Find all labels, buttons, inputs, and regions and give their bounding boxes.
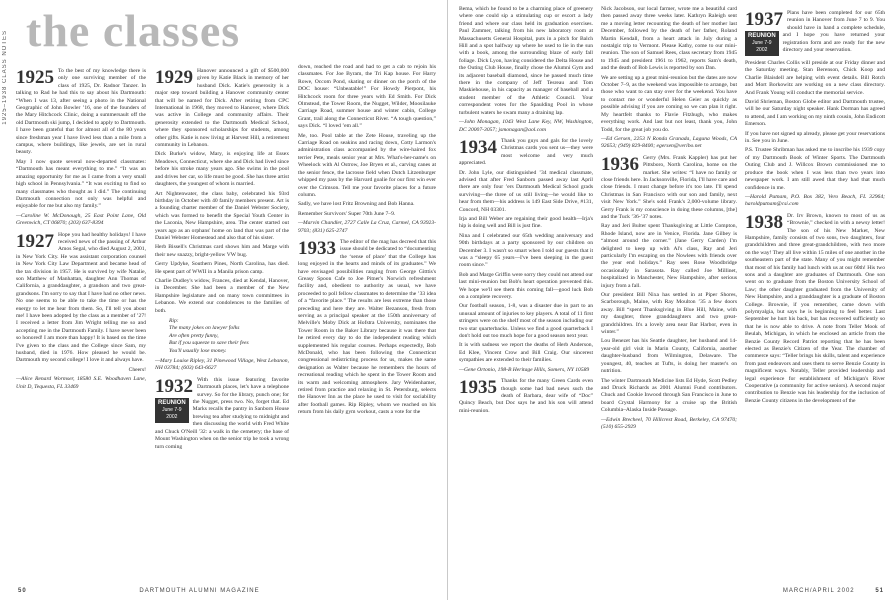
- right-column-3: [745, 6, 885, 407]
- year-heading-1935: 1935: [459, 377, 497, 399]
- issue-date: MARCH/APRIL 2002: [782, 588, 855, 594]
- right-column-1: [459, 6, 593, 417]
- page-number: 51: [875, 588, 884, 594]
- right-footer: [783, 588, 884, 594]
- paragraph: The editor of the mag has decreed that this issue should be dedicated to “documenting the ‘sense of place’ that the College has long enjoyed in the hearts and minds of its graduates.” We have envisaged possibilities ranging from George Gitttis's Greasy Spoon Cafe to Joe Pitner's Norwich refreshment facility and, obedient to authority as usual, we have proceeded to poll fellow classmates to determine the ’33 idea of a “favorite place.” The results are less extreme than those preceding and here they are. Walter Bezanson, fresh from serving as a principal speaker at the 150th anniversary of Melville's Moby Dick at Hofstra University, nominates the Tower Room in the Baker Library because it was there that he retired every day to do the independent reading which supplemented his regular courses. Perhaps expectedly, Bob McDonald, who has been following the Connecticut congressional redistricting process for us, makes the same designation as Walter because he remembers the hours of recreational reading which he spent in the Tower Room and its warm and welcoming atmosphere. Jary Weidenhamer, retired from practice and relaxing in St. Petersburg, selects the Hanover Inn as the place he used to visit for sociability after football games. Rip Ripley, whom we reached on his return from his daily gym workout, casts a vote for the: [298, 238, 436, 416]
- paragraph: Irja and Bill Weber are regaining their good health—Irja's hip is doing well and Bill is just fine.: [459, 215, 593, 230]
- poem: [169, 318, 289, 355]
- paragraph: Remember Survivors' Super 70th June 7–9.: [298, 210, 396, 217]
- paragraph: down, reached the road and had to get a cab to rejoin his classmates. For Joe Byram, the Tri Kap house. For Harry Rowe, Occom Pond, skating or dinner on the porch of the DOC house: “Unbeatable!” For Howdy Pierpont, his Hitchcock room for three years with Ed Smith. For Dick Olmstead, the Tower Room, the Nugget, Wilder, Moosilauke Carriage Road, summer house and winter cabin, College Grant, trail along the Connecticut River. “A tough question,” says Dick. “I loved ’em all.”: [298, 64, 436, 130]
- year-heading-1927: 1927: [16, 230, 54, 252]
- year-heading-1933: 1933: [298, 237, 336, 259]
- year-heading-1937: 1937: [745, 10, 783, 30]
- side-tab: 1925–1938 CLASS NOTES: [2, 30, 8, 125]
- signature: —Gene Ortonio, 198-B Heritage Hills, Somers, NY 10589: [459, 366, 590, 373]
- signature: —Caroline W. McDonough, 25 East Point Lane, Old Greenwich, CT 06870; (203) 637-8394: [16, 212, 146, 227]
- poem-line: You'll usually lose money.: [169, 347, 227, 354]
- paragraph: Sadly, we have lost Fritz Browning and Bob Hanna.: [298, 201, 415, 208]
- paragraph: Nick Jacobson, our local farmer, wrote me a beautiful card then passed away three weeks later. Kathryn Raleigh sent me a moving letter recounting the death of her mother last December, followed by the death of her father, Roland Martin Kendall, from a heart attack in July during a nostalgic trip to Vermont. Please Kathy, come to our mini-reunion. The son of Samuel Rees, class secretary from 1945 to 1945 and president 1961 to 1962, reports Sam's death, and the death of Bob Lewis is reported by son Dan.: [601, 6, 737, 72]
- paragraph: With this issue featuring favorite Dartmouth places, let's have a telephone survey. So for the library, punch one; for the Nugget, press two. No, forget that. Ed Marks recalls the pantry in Sanborn House brewing tea after studying to midnight and then discussing the world with Fred White and Chuck O'Neill '32: a walk in the cemetery; the base of Mount Washington when on the senior trip he took a wrong turn coming: [155, 376, 289, 450]
- badge-year: 2002: [756, 47, 768, 53]
- paragraph: The winter Dartmouth Medicine lists Ed Hyde, Scott Pedley and Druck Richards as 2001 Alumni Fund contributors. Chuck and Cookie Inwood through San Francisco in June to board Crystal Harmony for a cruise up the British Columbia–Alaska Inside Passage.: [601, 377, 737, 414]
- year-heading-1932: 1932: [155, 376, 193, 397]
- left-column-3: [298, 64, 436, 419]
- signature: —Ed Gersen, 2253 N Ronda Granada, Laguna Woods, CA 92653; (949) 829-8400; egersen@veribo.net: [601, 135, 737, 150]
- paragraph: Bema, which he found to be a charming place of greenery where one could sip a stimulating cup or escort a lady friend and where our class held its graduation exercises. Paul Zammer, talking from his new laboratory room at Massachusetts General Hospital, puts in a pitch for Balch Hill and a spot halfway up where he used to lie in the sun with a book, among the surrounding blaze of early fall foliage. Dick Lyon, having considered the Delta House and the Outing Club House, finally chose the Alumni Gym and its adjacent baseball diamond, since he passed much time there in the company of Jeff Tesreau and Tom Maskiehouse, in his capacity as manager of baseball and a student member of the Athletic Council. Your correspondent votes for the Spaulding Pool in whose turbulent waters he swam many a draining lap.: [459, 6, 593, 116]
- paragraph: We are setting up a great mini-reunion but the dates are now October 7–9, as the weekend was impossible to arrange, but those who want to can stay over for the weekend. You have to contact me or wonderful Helen Geier as quickly as possible advising if you are coming so we can plan it right. My heartfelt thanks to Flavie Fitzhugh, who makes everything work. And last but not least, thank you, John Todd, for the great job you do.: [601, 74, 737, 133]
- magazine-name: DARTMOUTH ALUMNI MAGAZINE: [139, 588, 260, 594]
- reunion-badge: [745, 31, 779, 56]
- year-heading-1929: 1929: [155, 67, 193, 88]
- paragraph: It is with sadness we report the deaths of Herb Anderson, Ed Klee, Vincent Crow and Bill Craig. Our sincerest sympathies are extended to their families.: [459, 342, 593, 364]
- signature: —Marvin Chandler, 2727 Calle La Cruz, Carmel, CA 93923-9703; (831) 625-2747: [298, 220, 436, 234]
- badge-dates: June 7-9: [752, 40, 772, 46]
- paragraph: Hanover announced a gift of $500,000 given by Katie Black in memory of her husband Dick. Katie's generosity is a major step toward building a Hanover community center that will be named for Dick. After retiring from CPC International in 1968, they moved to Hanover, where Dick was active in College and community affairs. Their generosity extended to the Dartmouth Medical School, where they sponsored scholarships for students, among other gifts. Katie is now living at Harvest Hill, a retirement community in Lebanon.: [155, 68, 289, 149]
- reunion-badge: [155, 398, 189, 423]
- signoff: Cheers!: [128, 366, 146, 373]
- signature: —John Monagan, 1043 West Lane Key, NW, Washington, DC 20007-3057; jsmonagan@aol.com: [459, 119, 593, 133]
- poem-line: But if you squeeze to save their fees: [169, 340, 249, 347]
- poem-line: The many jokes on lawyer folks: [169, 325, 240, 332]
- paragraph: Dr. John Lyle, our distinguished ’34 medical classmate, advised that after Fred Sanborn passed away last April there are only four ’ers Dartmouth Medical School grads surviving—the three of us still living—he would like to hear from them—his address is 149 East Side Drive, #131, Concord, NH 03301.: [459, 169, 593, 213]
- paragraph: May I now quote several now-departed classmates: “Dartmouth has meant everything to me.” “It was an amazing opportunity for me as I came from a very small high school in Pennsylvania.” “It was exciting to find so many classmates who thought as I did.” The continuing Dartmouth connection not only was helpful and enjoyable for me but also my family.”: [16, 158, 146, 210]
- paragraph: Gerry Updyke, Southern Pines, North Carolina, has died. He spent part of WWII in a Manila prison camp.: [155, 261, 289, 275]
- badge-title: REUNION: [748, 33, 776, 39]
- paragraph: If you have not signed up already, please get your reservations in. See you in June.: [745, 130, 885, 145]
- badge-title: REUNION: [158, 399, 186, 406]
- left-column-1: [16, 64, 146, 393]
- left-column-2: [155, 64, 289, 455]
- signature: —Alice Renard Wormser, 18580 S.E. Woodhaven Lane, Unit D, Tequesta, FL 33469: [16, 376, 146, 390]
- year-heading-1938: 1938: [745, 211, 783, 233]
- year-heading-1925: 1925: [16, 67, 54, 88]
- poem-line: Rip:: [169, 318, 179, 324]
- paragraph: Ray and Jeri Bulter spent Thanksgiving at Little Compton, Rhode Island, now are in Venice, Florida. Jane Gilbey is “almost around the corner.” (Jane Gerry Carden) I'm delighted to keep up with Al's class, Ray and Jeri particularly I'm escaping on the Nowlees with friends over the year end holidays.” Ray sees Rose Woodbridge occasionally in Sarasota. Ray called Joe Millinet, hospitalized in Manchester, New Hampshire, after serious injury from a fall.: [601, 223, 737, 289]
- paragraph: Thank you guys and gals for the lovely Christmas cards you sent us—they were most welcome and very much appreciated.: [459, 137, 593, 167]
- paragraph: To the best of my knowledge there is only one surviving member of the class of 1925, Dr. Radnor Tanzer. In talking to Rad he had this to say about his Dartmouth: “When I was 13, after seeing a photo in the National Geographic of John Bowler ’16, one of the founders of the Mary Hitchcock Clinic, doing a summersault off the old Dartmouth ski jump, I decided to apply to Dartmouth. I have been grateful that for almost all of the 80 years since freshman year I have lived less than a mile from a campus, where buildings, like jewels, are set in rural beauty.: [16, 68, 146, 156]
- paragraph: President Charles Collis will preside at our Friday dinner and the Saturday meeting. Stan Berenson, Chick Koop and Charlie Blaisdell are helping with event details. Bill Rotch and Mort Borkowitz are working on a new class directory. And Frank Young will conduct the memorial service.: [745, 60, 885, 96]
- paragraph: Nina and I celebrated our 65th wedding anniversary and 90th birthdays at a party sponsored by our children on December 3. I wasn't so smart when I told our guests that it was a “sleepy 65 years—I've been sleeping in the guest room since.”: [459, 232, 593, 269]
- signature: —Edwin Brecheel, 70 Hillcrest Road, Berkeley, CA 97470; (510) 655-2929: [601, 416, 737, 430]
- paragraph: Art Nightenwater, the class baby, celebrated his 93rd birthday in October with 40 family members present. Art is a founding charter member of the Daniel Webster Society, which was formed to benefit the Special Youth Center in the Laconia, New Hampshire, area. The center started out years ago as an orphans' home on land that was part of the Daniel Webster Homestead and also that of his sister.: [155, 190, 289, 241]
- right-column-2: [601, 6, 737, 433]
- paragraph: Our football season, 1-8, was a disaster due in part to an unusual amount of injuries to key players. A total of 11 first stringers were on the shelf most of the season including our two star quarterbacks. Unless we find a good quarterback I don't hold out too much hope for a good season next year.: [459, 303, 593, 340]
- badge-dates: June 7-9: [162, 406, 182, 413]
- paragraph: Dick Burke's widow, Mary, is enjoying life at Essex Meadows, Connecticut, where she and Dick had lived since before his stroke many years ago. She swims in the pool and drives her car, so life must be good. She has three artist daughters, the youngest of whom is married.: [155, 151, 289, 188]
- paragraph: Lou Benezet has his Seattle daughter, her husband and 14-year-old girl visit in Marin County, California, another daughter-husband from Wilmington, Delaware. The youngest, 40, teaches at Tufts, is doing her master's on nutrition.: [601, 338, 737, 375]
- page-number: 50: [18, 588, 27, 594]
- paragraph: Hope you had healthy holidays! I have received news of the passing of Arthur Amos Segal, who died August 2, 2001, in New York City. He was assistant corporation counsel in New York City Law Department and became head of the tax division in 1957. He is survived by wife Natalie, son Matthew of Manhattan, daughter Ann Thomas of California, a granddaughter, a grandson and two great-grandsons. I'm sorry to say that I have had no other news. No one seems to be able to take the time or has the energy to let me hear from them. So, I'll tell you about me! I have been adopted by the class as a member of ’27! I received a letter from Jim Wright telling me so and accepting me in the Dartmouth Family. I have never been so honored! I am more than happy! It is based on the time I've given to the class and the College since Sam, my husband, died in 1976. How pleased he would be. Dartmouth my second college! I love it and always have.: [16, 231, 146, 364]
- signature: —Mary Louise Ripley, 31 Pinewood Village, West Lebanon, NH 03784; (603) 643-6627: [155, 358, 289, 372]
- year-heading-1936: 1936: [601, 153, 639, 175]
- paragraph: Thanks for the many Green Cards even though some had bad news such the death of Barbara, dear wife of “Doc” Quincy Beach, but Doc says he and his son will attend mini-reunion.: [459, 378, 593, 414]
- left-footer: [18, 588, 260, 594]
- paragraph: Dr. Irv Brown, known to most of us as “Brownie,” checked in with a newsy letter! The son of his New Market, New Hampshire, family consists of two sons, two daughters, four grandchildren and three great-grandchildren, with two more on the way! They all live within 15 miles of one another in the southeastern part of the state. Many of you might remember that most of his family had lunch with us at our 60th! His two sons and a daughter are graduates of Dartmouth. One son went on to graduate from the Boston University School of Law; the other daughter graduated from the University of New Hampshire, and a granddaughter is a graduate of Boston College. Brownie, if you remember, came down with polymyalgia, but says he is beginning to feel better. Last September he hurt his back, but has recovered sufficiently so that he is now able to drive. A note from Teller Mook of Beulah, Michigan, in which he enclosed an article from the Benzie County Record Patriot reporting that he has been elected as Benzie's Citizen of the Year. The chamber of commerce says: “Teller brings his skills, talent and experience from past endeavors and uses them to serve Benzie County in magnificent ways. Notably, Teller provided leadership and legal experience for establishment of Michigan's River Cooperative (a community for active seniors). A second major contribution to Benzie was his leadership for the inclusion of Benzie County citizens in the development of the: [745, 212, 885, 404]
- right-page: [449, 0, 896, 600]
- signature: —Harold Putnam, P.O. Box 382, Vero Beach, FL 32964; haroldputnam@csi.com: [745, 193, 885, 208]
- paragraph: Gerry (Mrs. Frank Kappler) has put her Pittsboro, North Carolina, home on the market. She writes: “I have no family or close friends here. In Jacksonville, Florida, I'll have care and close friends. I must change before it's too late. I'll spend Christmas in San Francisco with our son and family, next visit New York.” She's sold Frank's 2,000-volume library. Gerry Frank is my conscience in doing these columns, [the] and the Tuck ’36-’37 notes.: [601, 154, 737, 220]
- paragraph: Charlie Dudley's widow, Frances, died at Kendal, Hanover, in December. She had been a member of the New Hampshire legislature and on many town committees in Lebanon. We extend our condolences to the families of both.: [155, 277, 289, 314]
- paragraph: Plans have been completed for our 65th reunion in Hanover from June 7 to 9. You should have in hand a complete schedule, and I hope you have returned your registration form and are ready for the new directory and your reservation.: [782, 10, 885, 54]
- year-heading-1934: 1934: [459, 136, 497, 158]
- paragraph: Me, too. Pool table at the Zete House, traveling up the Carriage Road on seakins and racing down, Cotty Larmon's administration class accompanied by the wire-haired fox terrier Pete, meals senior year at Mrs. What's-her-name's on Wheelock with Al Ostrow, Joe Bryen et al., carving canes at the senior fence, the lacrosse field when Dutch Litzenburger whipped my pass by the Harvard goalie for our first win ever over the Crimson. Tell me your favorite places for a future column.: [298, 132, 436, 198]
- poem-line: Are often pretty funny,: [169, 332, 219, 339]
- paragraph: Bob and Marge Griffin were sorry they could not attend our last mini-reunion but Bob's heart operation prevented this. We hope we'll see them this coming fall—good luck Bob on a complete recovery.: [459, 271, 594, 301]
- paragraph: David Shrieman, Boston Globe editor and Dartmouth trustee, will be our Saturday night speaker. Hank Dorman has agreed to attend, and I am working on my ninth cousin, John Endicott Emerson.: [745, 99, 885, 128]
- badge-year: 2002: [166, 413, 178, 420]
- paragraph: P.S. Trustee Shribman has asked me to inscribe his 1939 copy of my Dartmouth Book of Winter Sports. The Dartmouth Outing Club and J. Willcox Brown commissioned me to produce the book when I was less than two years into newspaper work. I am still awed that they had that much confidence in me.: [745, 147, 885, 191]
- paragraph: Our president Bill Nixa has settled in at Piper Shores, Scarborough, Maine, with Ray Moulton ’35 a few doors away. Bill “spent Thanksgiving in Blue Hill, Maine, with my daughter, three granddaughters and two great-grandchildren. It's a lovely area near Bar Harbor, even in winter.”: [601, 292, 737, 336]
- paragraph: Herb Bissell's Christmas card shows him and Marge with their new snazzy, bright-yellow VW bug.: [155, 244, 289, 258]
- page-title: the classes: [26, 5, 241, 56]
